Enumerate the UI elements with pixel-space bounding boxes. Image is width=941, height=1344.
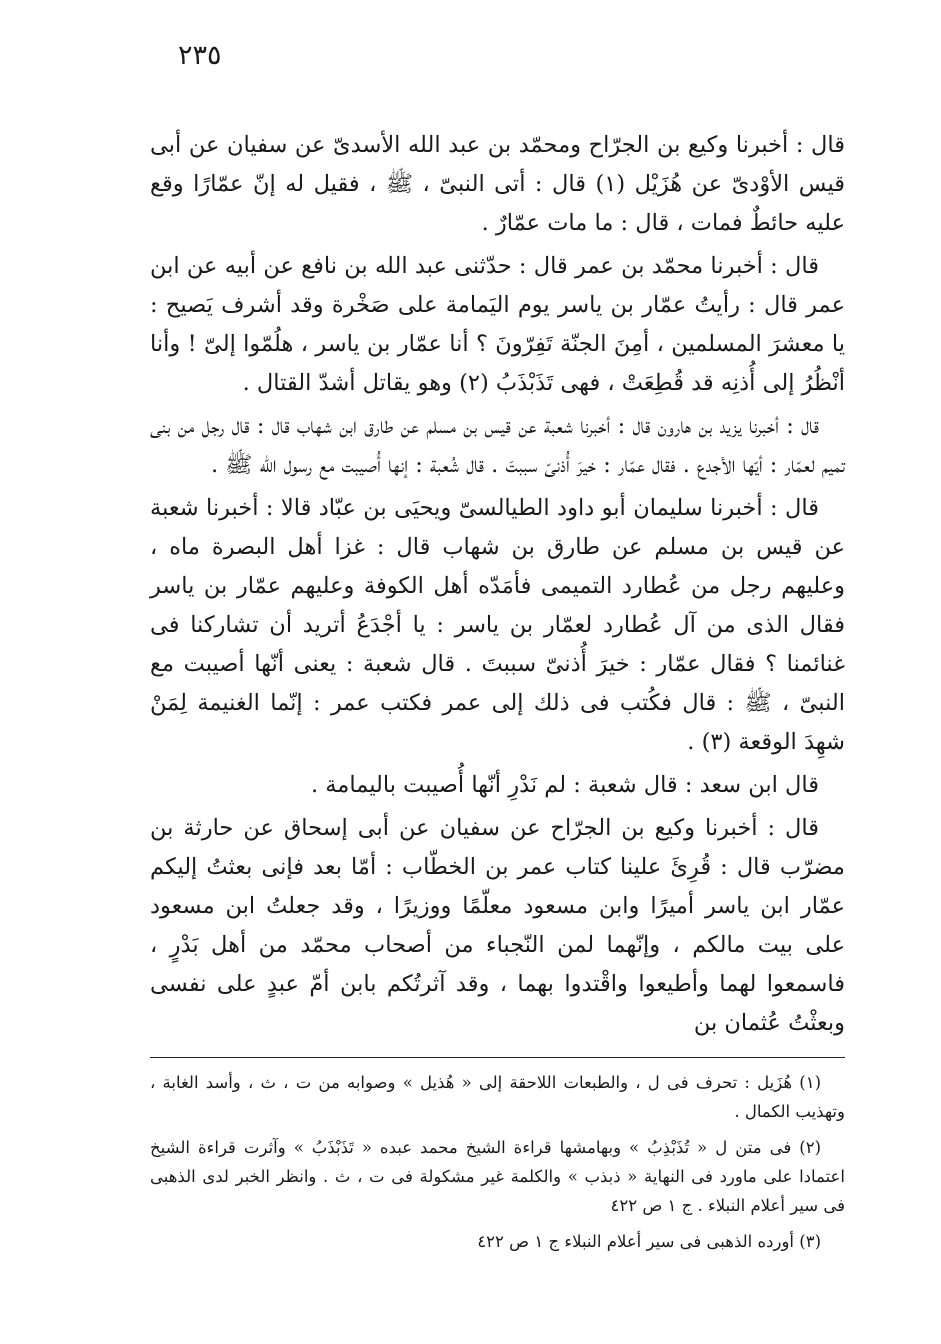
main-text <box>150 126 845 1043</box>
footnote-2: (٢) فى متن ل « تُذَبْذِبُ » وبهامشها قراءة الشيخ محمد عبده « تَذَبْذَبُ » وآثرت قراءة الشيخ اعتمادا على ماورد فى النهاية « ذبذب » والكلمة غير مشكولة فى ت ، ث . وانظر الخبر لدى الذهبى فى سير أعلام النبلاء . ج ١ ص ٤٢٢ <box>150 1138 845 1215</box>
footnote-1: (١) هُزَيل : تحرف فى ل ، والطبعات اللاحقة إلى « هُذيل » وصوابه من ت ، ث ، وأسد الغابة ، وتهذيب الكمال . <box>150 1073 845 1121</box>
paragraph-4: قال : أخبرنا سليمان أبو داود الطيالسىّ ويحيَى بن عبّاد قالا : أخبرنا شعبة عن قيس بن مسلم عن طارق بن شهاب قال : غزا أهل البصرة ماه ، وعليهم رجل من عُطارد التميمى فأمَدّه أهل الكوفة وعليهم عمّار بن ياسر فقال الذى من آل عُطارد لعمّار بن ياسر : يا أجْدَعُ أتريد أن تشاركنا فى غنائمنا ؟ فقال عمّار : خيرَ أُذنىّ سببتَ . قال شعبة : يعنى أنّها أصيبت مع النبىّ ، ﷺ : قال فكُتب فى ذلك إلى عمر فكتب عمر : إنّما الغنيمة لِمَنْ شهِدَ الوقعة (٣) . <box>150 495 845 755</box>
paragraph-3: قال : أخبرنا يزيد بن هارون قال : أخبرنا شعبة عن قيس بن مسلم عن طارق ابن شهاب قال : قال رجل من بنى تميم لعمّار : أيّها الأجدع . فقال عمّار : خيرَ أُذنىّ سببتَ . قال شُعبة : إنها أُصيبت مع رسول الله ﷺ . <box>150 413 845 478</box>
paragraph-1: قال : أخبرنا وكيع بن الجرّاح ومحمّد بن عبد الله الأسدىّ عن سفيان عن أبى قيس الأوْدىّ عن هُزَيْل (١) قال : أتى النبىّ ، ﷺ ، فقيل له إنّ عمّارًا وقع عليه حائطٌ فمات ، قال : ما مات عمّارٌ . <box>150 132 845 236</box>
page-number: ٢٣٥ <box>178 40 222 71</box>
paragraph-2: قال : أخبرنا محمّد بن عمر قال : حدّثنى عبد الله بن نافع عن أبيه عن ابن عمر قال : رأيتُ عمّار بن ياسر يوم اليَمامة على صَخْرة وقد أشرف يَصيح : يا معشرَ المسلمين ، أمِنَ الجنّة تَفِرّونَ ؟ أنا عمّار بن ياسر ، هلُمّوا إلىّ ! وأنا أنْظُرُ إلى أُذنِه قد قُطِعَتْ ، فهى تَذَبْذَبُ (٢) وهو يقاتل أشدّ القتال . <box>150 253 845 396</box>
footnote-3: (٣) أورده الذهبى فى سير أعلام النبلاء ج ١ ص ٤٢٢ <box>477 1232 821 1251</box>
footnote-divider <box>150 1057 845 1058</box>
paragraph-5: قال ابن سعد : قال شعبة : لم نَدْرِ أنّها أُصيبت باليمامة . <box>310 772 819 798</box>
paragraph-6: قال : أخبرنا وكيع بن الجرّاح عن سفيان عن أبى إسحاق عن حارثة بن مضرّب قال : قُرِئَ علينا كتاب عمر بن الخطّاب : أمّا بعد فإنى بعثتُ إليكم عمّار ابن ياسر أميرًا وابن مسعود معلّمًا ووزيرًا ، وقد جعلتُ ابن مسعود على بيت مالكم ، وإنّهما لمن النّجباء من أصحاب محمّد من أهل بَدْرٍ ، فاسمعوا لهما وأطيعوا واقْتدوا بهما ، وقد آثرتُكم بابن أمّ عبدٍ على نفسى وبعثْتُ عُثمان بن <box>150 815 845 1036</box>
footnotes <box>150 1068 845 1263</box>
